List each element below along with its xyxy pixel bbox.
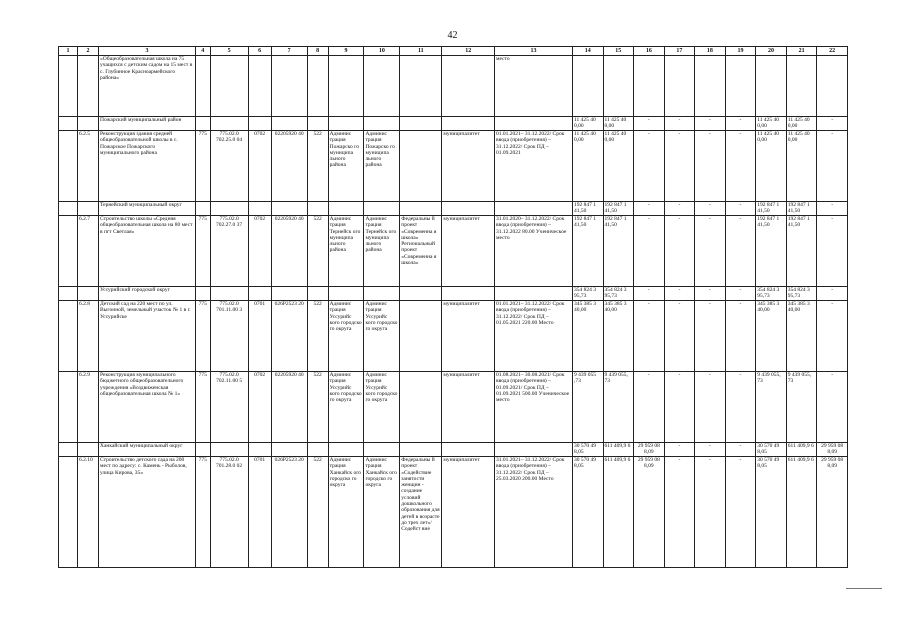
cell-col-6: 0702	[248, 372, 271, 443]
cell-col-14	[572, 56, 603, 117]
cell-col-13: 01.01.2021– 31.12.2022/ Срок ввода (приобретения) – 31.12.2022/ Срок ПД – 01.05.2021 220.00 Место	[495, 301, 573, 372]
cell-col-9	[328, 56, 364, 117]
cell-col-8: 522	[307, 216, 328, 287]
column-number-row	[59, 47, 848, 56]
cell-col-1	[59, 372, 78, 443]
cell-col-18	[695, 56, 726, 117]
cell-col-20	[756, 56, 787, 117]
cell-col-16: -	[634, 117, 665, 131]
cell-col-17: -	[664, 202, 695, 216]
cell-col-15: 9 439 055, 73	[603, 372, 634, 443]
cell-col-14: 192 847 1 41,50	[572, 216, 603, 287]
cell-col-15: 11 425 40 0,00	[603, 131, 634, 202]
cell-col-15: 354 824 3 95,73	[603, 287, 634, 301]
cell-col-15	[603, 56, 634, 117]
cell-col-13: место	[495, 56, 573, 117]
cell-col-10	[364, 56, 400, 117]
cell-col-2	[77, 117, 98, 131]
cell-col-9	[328, 202, 364, 216]
cell-col-11: Федеральны й проект «Содействие занятости женщин - создание условий дошкольного образования для детей в возрасте до трех лет»/Содейст вие	[400, 457, 442, 568]
cell-col-6	[248, 202, 271, 216]
cell-col-18: -	[695, 287, 726, 301]
cell-col-20: 345 385 3 40,00	[756, 301, 787, 372]
table-row	[59, 301, 848, 372]
cell-col-20: 11 425 40 0,00	[756, 131, 787, 202]
column-number-18: 18	[695, 47, 726, 56]
budget-table	[58, 46, 848, 568]
cell-col-7	[271, 443, 307, 457]
cell-col-20: 30 570 49 8,05	[756, 457, 787, 568]
cell-col-12	[442, 117, 495, 131]
cell-col-17: -	[664, 216, 695, 287]
cell-col-8: 522	[307, 372, 328, 443]
table-row	[59, 287, 848, 301]
cell-col-15: 611 409,9 6	[603, 457, 634, 568]
cell-col-4	[195, 117, 210, 131]
cell-col-9	[328, 117, 364, 131]
cell-col-15: 345 385 3 40,00	[603, 301, 634, 372]
cell-col-21	[786, 56, 817, 117]
cell-col-8	[307, 202, 328, 216]
column-number-9: 9	[328, 47, 364, 56]
column-number-6: 6	[248, 47, 271, 56]
cell-col-1	[59, 443, 78, 457]
cell-col-1	[59, 202, 78, 216]
cell-col-9	[328, 287, 364, 301]
cell-col-7: 026P2523 20	[271, 457, 307, 568]
cell-col-5: 775.02.0 701.11.00 3	[210, 301, 248, 372]
cell-col-20: 192 847 1 41,50	[756, 202, 787, 216]
cell-col-13	[495, 117, 573, 131]
cell-col-13: 31.01.2020– 31.12.2022/ Срок ввода (приобретения) – 31.12.2022 80.00 Ученическое место	[495, 216, 573, 287]
cell-col-2: 6.2.9	[77, 372, 98, 443]
cell-col-12: муниципалитет	[442, 216, 495, 287]
cell-col-10	[364, 202, 400, 216]
cell-col-14: 30 570 49 8,05	[572, 457, 603, 568]
cell-col-19: -	[725, 117, 756, 131]
cell-col-12: муниципалитет	[442, 131, 495, 202]
cell-col-19: -	[725, 443, 756, 457]
cell-col-18: -	[695, 301, 726, 372]
cell-col-16: -	[634, 131, 665, 202]
cell-col-16: -	[634, 287, 665, 301]
column-number-4: 4	[195, 47, 210, 56]
cell-col-6: 0701	[248, 301, 271, 372]
cell-col-15: 192 847 1 41,50	[603, 202, 634, 216]
cell-col-13	[495, 443, 573, 457]
column-number-17: 17	[664, 47, 695, 56]
cell-col-17: -	[664, 287, 695, 301]
cell-col-4: 775	[195, 372, 210, 443]
cell-col-4	[195, 202, 210, 216]
cell-col-7: 02205920 40	[271, 131, 307, 202]
cell-col-8	[307, 287, 328, 301]
cell-col-5: 775.02.0 702.11.00 5	[210, 372, 248, 443]
cell-col-19: -	[725, 301, 756, 372]
cell-col-7	[271, 117, 307, 131]
cell-col-7: 02205920 40	[271, 216, 307, 287]
cell-col-1	[59, 287, 78, 301]
cell-col-16	[634, 56, 665, 117]
column-number-16: 16	[634, 47, 665, 56]
cell-col-4: 775	[195, 216, 210, 287]
cell-col-20: 354 824 3 95,73	[756, 287, 787, 301]
cell-col-2: 6.2.8	[77, 301, 98, 372]
column-number-1: 1	[59, 47, 78, 56]
cell-col-18: -	[695, 372, 726, 443]
cell-col-2: 6.2.10	[77, 457, 98, 568]
cell-col-14: 11 425 40 0,00	[572, 117, 603, 131]
cell-col-8: 522	[307, 301, 328, 372]
cell-col-22	[817, 56, 848, 117]
cell-col-14: 345 385 3 40,00	[572, 301, 603, 372]
cell-col-1	[59, 216, 78, 287]
cell-col-6: 0702	[248, 131, 271, 202]
cell-col-6	[248, 287, 271, 301]
cell-col-5	[210, 443, 248, 457]
cell-col-11	[400, 56, 442, 117]
table-row	[59, 457, 848, 568]
cell-col-15: 11 425 40 0,00	[603, 117, 634, 131]
cell-col-17: -	[664, 457, 695, 568]
cell-col-16: 29 959 08 8,09	[634, 457, 665, 568]
cell-col-9: Админис трация Ханкайск ого городско го округа	[328, 457, 364, 568]
cell-col-1	[59, 131, 78, 202]
cell-col-12	[442, 202, 495, 216]
table-row	[59, 202, 848, 216]
table-row	[59, 56, 848, 117]
cell-col-4	[195, 287, 210, 301]
cell-col-18: -	[695, 443, 726, 457]
column-number-7: 7	[271, 47, 307, 56]
cell-col-17: -	[664, 131, 695, 202]
cell-col-17	[664, 56, 695, 117]
column-number-10: 10	[364, 47, 400, 56]
cell-col-21: 611 409,9 6	[786, 443, 817, 457]
cell-col-11	[400, 287, 442, 301]
cell-col-8: 522	[307, 457, 328, 568]
cell-col-3: Строительство школы «Средняя общеобразовательная школа на 80 мест в пгт Светлая»	[99, 216, 196, 287]
table-row	[59, 117, 848, 131]
cell-col-18: -	[695, 216, 726, 287]
cell-col-22: 29 959 08 8,09	[817, 443, 848, 457]
cell-col-2	[77, 202, 98, 216]
cell-col-9: Админис трация Пожарско го муниципа льного района	[328, 131, 364, 202]
cell-col-10: Админис трация Тернейск ого муниципа льного района	[364, 216, 400, 287]
cell-col-1	[59, 301, 78, 372]
cell-col-17: -	[664, 301, 695, 372]
cell-col-19: -	[725, 287, 756, 301]
column-number-2: 2	[77, 47, 98, 56]
cell-col-8	[307, 117, 328, 131]
cell-col-5: 775.02.0 702.27.0 37	[210, 216, 248, 287]
cell-col-19: -	[725, 131, 756, 202]
cell-col-14: 30 570 49 8,05	[572, 443, 603, 457]
cell-col-10	[364, 287, 400, 301]
cell-col-21: 11 425 40 0,00	[786, 117, 817, 131]
cell-col-3: Уссурийский городской округ	[99, 287, 196, 301]
cell-col-21: 11 425 40 0,00	[786, 131, 817, 202]
cell-col-7	[271, 202, 307, 216]
cell-col-4: 775	[195, 131, 210, 202]
cell-col-9: Админис трация Уссурийс кого городско го округа	[328, 301, 364, 372]
column-number-20: 20	[756, 47, 787, 56]
cell-col-18: -	[695, 202, 726, 216]
cell-col-13	[495, 287, 573, 301]
cell-col-11	[400, 443, 442, 457]
cell-col-13: 01.01.2021– 31.12.2022/ Срок ввода (приобретения) – 31.12.2022/ Срок ПД – 01.09.2021	[495, 131, 573, 202]
cell-col-2	[77, 287, 98, 301]
cell-col-12	[442, 56, 495, 117]
cell-col-2: 6.2.7	[77, 216, 98, 287]
cell-col-6	[248, 443, 271, 457]
cell-col-17: -	[664, 443, 695, 457]
cell-col-15: 192 847 1 41,50	[603, 216, 634, 287]
cell-col-12: муниципалитет	[442, 457, 495, 568]
cell-col-14: 11 425 40 0,00	[572, 131, 603, 202]
cell-col-7	[271, 56, 307, 117]
cell-col-22: -	[817, 216, 848, 287]
column-number-22: 22	[817, 47, 848, 56]
cell-col-20: 192 847 1 41,50	[756, 216, 787, 287]
cell-col-22: -	[817, 301, 848, 372]
cell-col-18: -	[695, 117, 726, 131]
column-number-15: 15	[603, 47, 634, 56]
cell-col-6	[248, 117, 271, 131]
cell-col-3: Строительство детского сада на 200 мест по адресу: с. Камень - Рыболов, улица Кирова, 35«	[99, 457, 196, 568]
cell-col-4	[195, 56, 210, 117]
cell-col-7: 026P2523 20	[271, 301, 307, 372]
cell-col-11	[400, 117, 442, 131]
cell-col-22: -	[817, 372, 848, 443]
cell-col-3: Пожарский муниципальный район	[99, 117, 196, 131]
cell-col-14: 192 847 1 41,50	[572, 202, 603, 216]
cell-col-20: 9 439 055, 73	[756, 372, 787, 443]
cell-col-8	[307, 56, 328, 117]
cell-col-5: 775.02.0 701.28.0 02	[210, 457, 248, 568]
cell-col-17: -	[664, 117, 695, 131]
column-number-13: 13	[495, 47, 573, 56]
cell-col-19: -	[725, 457, 756, 568]
cell-col-11	[400, 372, 442, 443]
cell-col-5	[210, 287, 248, 301]
table-row	[59, 372, 848, 443]
cell-col-4: 775	[195, 301, 210, 372]
column-number-3: 3	[99, 47, 196, 56]
page-rule	[846, 588, 882, 589]
cell-col-21: 9 439 055, 73	[786, 372, 817, 443]
cell-col-13	[495, 202, 573, 216]
cell-col-1	[59, 56, 78, 117]
column-number-5: 5	[210, 47, 248, 56]
cell-col-12	[442, 443, 495, 457]
cell-col-12: муниципалитет	[442, 372, 495, 443]
cell-col-11	[400, 301, 442, 372]
cell-col-9: Админис трация Тернейск ого муниципа льного района	[328, 216, 364, 287]
cell-col-5	[210, 202, 248, 216]
cell-col-12: муниципалитет	[442, 301, 495, 372]
cell-col-3: Реконструкция здания средней общеобразовательной школы в с. Пожарское Пожарского муниципального района	[99, 131, 196, 202]
cell-col-20: 11 425 40 0,00	[756, 117, 787, 131]
cell-col-11	[400, 202, 442, 216]
cell-col-11	[400, 131, 442, 202]
cell-col-7: 02205920 40	[271, 372, 307, 443]
column-number-11: 11	[400, 47, 442, 56]
column-number-21: 21	[786, 47, 817, 56]
cell-col-5	[210, 117, 248, 131]
cell-col-15: 611 409,9 6	[603, 443, 634, 457]
cell-col-3: «Общеобразовательная школа на 75 учащихся с детским садом на 15 мест в с. Глубинное Красноармейского района»	[99, 56, 196, 117]
cell-col-6: 0702	[248, 216, 271, 287]
cell-col-21: 192 847 1 41,50	[786, 216, 817, 287]
cell-col-16: -	[634, 216, 665, 287]
table-row	[59, 216, 848, 287]
cell-col-21: 192 847 1 41,50	[786, 202, 817, 216]
cell-col-21: 345 385 3 40,00	[786, 301, 817, 372]
cell-col-18: -	[695, 131, 726, 202]
cell-col-3: Тернейский муниципальный округ	[99, 202, 196, 216]
cell-col-19: -	[725, 216, 756, 287]
cell-col-13: 31.01.2021– 31.12.2022/ Срок ввода (приобретения) – 31.12.2022/ Срок ПД – 25.03.2020 200.00 Место	[495, 457, 573, 568]
cell-col-1	[59, 117, 78, 131]
cell-col-4: 775	[195, 457, 210, 568]
cell-col-7	[271, 287, 307, 301]
cell-col-18: -	[695, 457, 726, 568]
cell-col-5: 775.02.0 702.25.0 04	[210, 131, 248, 202]
cell-col-19: -	[725, 202, 756, 216]
cell-col-10: Админис трация Пожарско го муниципа льного района	[364, 131, 400, 202]
table-row	[59, 131, 848, 202]
cell-col-13: 01.08.2021– 30.08.2021/ Срок ввода (приобретения) – 01.09.2021/ Срок ПД – 01.09.2021 500.00 Ученическое место	[495, 372, 573, 443]
cell-col-21: 354 824 3 95,73	[786, 287, 817, 301]
cell-col-10: Админис трация Ханкайск ого городско го округа	[364, 457, 400, 568]
cell-col-5	[210, 56, 248, 117]
cell-col-4	[195, 443, 210, 457]
cell-col-22: -	[817, 287, 848, 301]
cell-col-10: Админис трация Уссурийс кого городско го округа	[364, 372, 400, 443]
column-number-12: 12	[442, 47, 495, 56]
cell-col-9	[328, 443, 364, 457]
cell-col-2: 6.2.5	[77, 131, 98, 202]
table-row	[59, 443, 848, 457]
cell-col-12	[442, 287, 495, 301]
cell-col-2	[77, 443, 98, 457]
cell-col-10	[364, 443, 400, 457]
cell-col-3: Реконструкция муниципального бюджетного общеобразовательного учреждения «Воздвиженская общеобразовательная школа № 1»	[99, 372, 196, 443]
cell-col-21: 611 409,9 6	[786, 457, 817, 568]
cell-col-10: Админис трация Уссурийс кого городско го округа	[364, 301, 400, 372]
cell-col-22: -	[817, 117, 848, 131]
cell-col-16: -	[634, 372, 665, 443]
cell-col-20: 30 570 49 8,05	[756, 443, 787, 457]
cell-col-8	[307, 443, 328, 457]
cell-col-16: 29 959 08 8,09	[634, 443, 665, 457]
cell-col-2	[77, 56, 98, 117]
cell-col-22: 29 959 08 8,09	[817, 457, 848, 568]
cell-col-16: -	[634, 202, 665, 216]
cell-col-10	[364, 117, 400, 131]
cell-col-22: -	[817, 202, 848, 216]
cell-col-14: 354 824 3 95,73	[572, 287, 603, 301]
column-number-8: 8	[307, 47, 328, 56]
cell-col-3: Детский сад на 220 мест по ул. Выгонной, земельный участок № 1 в г. Уссурийске	[99, 301, 196, 372]
cell-col-22: -	[817, 131, 848, 202]
column-number-19: 19	[725, 47, 756, 56]
cell-col-16: -	[634, 301, 665, 372]
cell-col-6	[248, 56, 271, 117]
cell-col-9: Админис трация Уссурийс кого городско го округа	[328, 372, 364, 443]
cell-col-19	[725, 56, 756, 117]
column-number-14: 14	[572, 47, 603, 56]
cell-col-11: Федеральны й проект «Современна я школа» Региональный проект «Современна я школа»	[400, 216, 442, 287]
cell-col-17: -	[664, 372, 695, 443]
page-number: 42	[447, 30, 458, 41]
cell-col-8: 522	[307, 131, 328, 202]
cell-col-3: Ханкайский муниципальный округ	[99, 443, 196, 457]
cell-col-14: 9 439 055 ,73	[572, 372, 603, 443]
cell-col-1	[59, 457, 78, 568]
cell-col-19: -	[725, 372, 756, 443]
cell-col-6: 0701	[248, 457, 271, 568]
